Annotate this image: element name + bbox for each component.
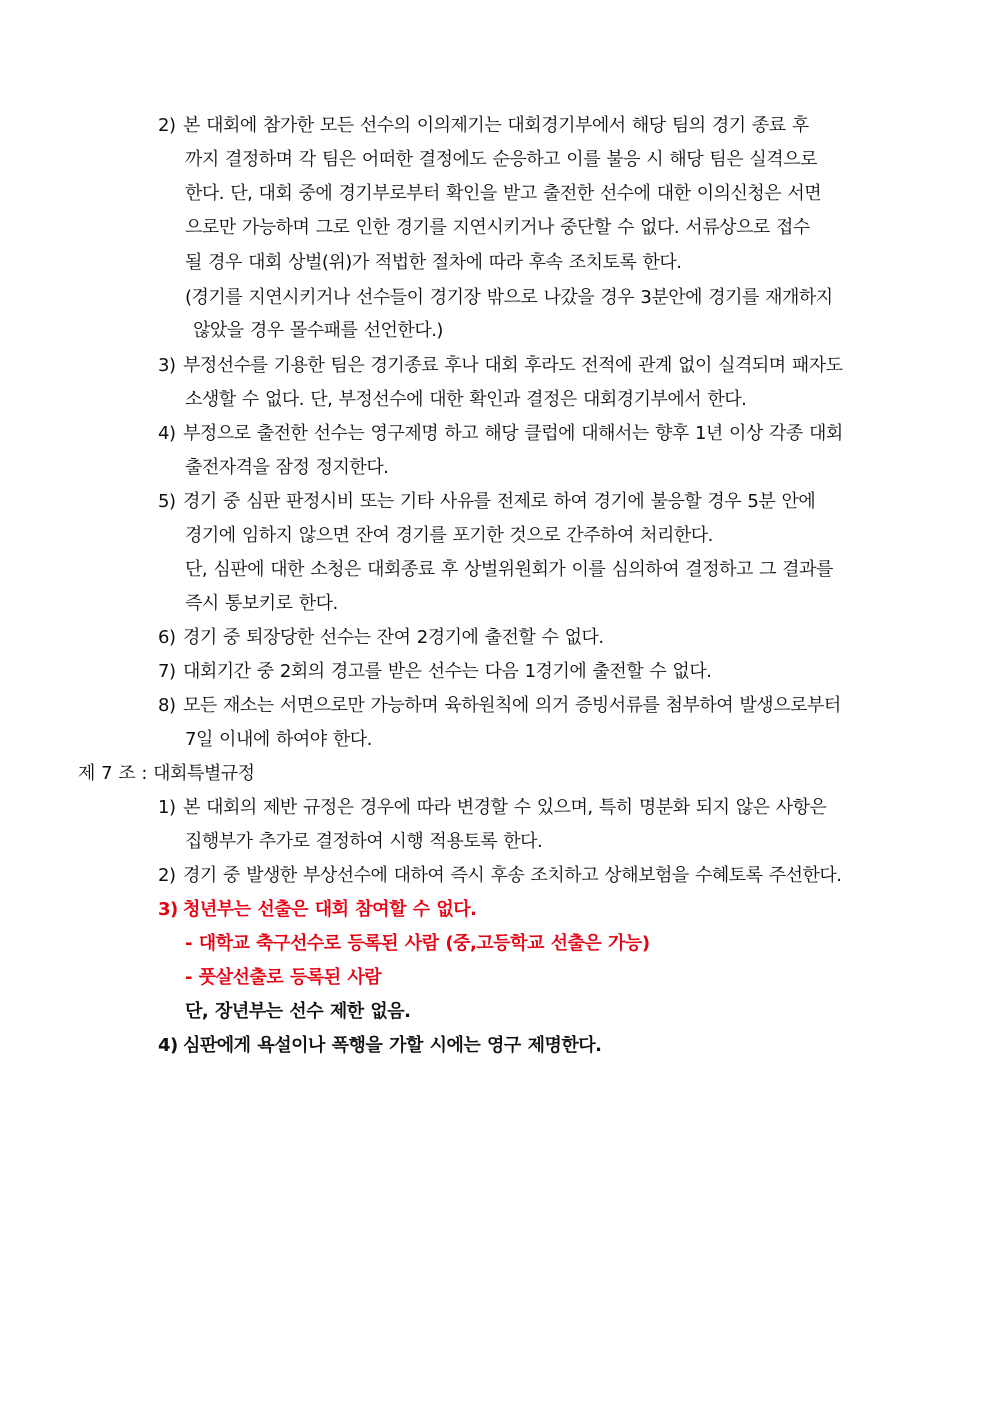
item-line: 않았을 경우 몰수패를 선언한다.) bbox=[193, 320, 443, 341]
item-line: 즉시 통보키로 한다. bbox=[185, 593, 338, 614]
item-line: (경기를 지연시키거나 선수들이 경기장 밖으로 나갔을 경우 3분안에 경기를 재개하지 bbox=[185, 287, 833, 308]
item-line: 부정으로 출전한 선수는 영구제명 하고 해당 클럽에 대해서는 향후 1년 이상 각종 대회 bbox=[183, 423, 843, 444]
article-heading: 제 7 조 : 대회특별규정 bbox=[78, 763, 255, 784]
item-line: 출전자격을 잠정 정지한다. bbox=[185, 457, 389, 478]
item-number: 7) bbox=[158, 661, 176, 682]
item-line: 7일 이내에 하여야 한다. bbox=[185, 729, 372, 750]
item-line: 소생할 수 없다. 단, 부정선수에 대한 확인과 결정은 대회경기부에서 한다. bbox=[185, 389, 747, 410]
item-line: 까지 결정하며 각 팀은 어떠한 결정에도 순응하고 이를 불응 시 해당 팀은 실격으로 bbox=[185, 149, 817, 170]
item-line: 부정선수를 기용한 팀은 경기종료 후나 대회 후라도 전적에 관계 없이 실격되며 패자도 bbox=[183, 355, 843, 376]
item-number: 5) bbox=[158, 491, 176, 512]
item-line: 단, 심판에 대한 소청은 대회종료 후 상벌위원회가 이를 심의하여 결정하고 그 결과를 bbox=[185, 559, 833, 580]
item-line: 경기에 임하지 않으면 잔여 경기를 포기한 것으로 간주하여 처리한다. bbox=[185, 525, 713, 546]
item-number: 6) bbox=[158, 627, 176, 648]
item-number: 2) bbox=[158, 865, 176, 886]
exception-note: 단, 장년부는 선수 제한 없음. bbox=[185, 1001, 411, 1022]
item-number: 2) bbox=[158, 115, 176, 136]
item-line: 경기 중 퇴장당한 선수는 잔여 2경기에 출전할 수 없다. bbox=[183, 627, 604, 648]
item-number: 3) bbox=[158, 355, 176, 376]
item-line: 심판에게 욕설이나 폭행을 가할 시에는 영구 제명한다. bbox=[183, 1035, 602, 1056]
item-line: 경기 중 발생한 부상선수에 대하여 즉시 후송 조치하고 상해보험을 수혜토록 주선한다. bbox=[183, 865, 842, 886]
item-line: 본 대회에 참가한 모든 선수의 이의제기는 대회경기부에서 해당 팀의 경기 종료 후 bbox=[183, 115, 809, 136]
highlight-subitem: - 대학교 축구선수로 등록된 사람 (중,고등학교 선출은 가능) bbox=[185, 933, 650, 954]
item-line: 본 대회의 제반 규정은 경우에 따라 변경할 수 있으며, 특히 명분화 되지 않은 사항은 bbox=[183, 797, 827, 818]
item-line: 될 경우 대회 상벌(위)가 적법한 절차에 따라 후속 조치토록 한다. bbox=[185, 252, 682, 273]
item-number: 4) bbox=[158, 423, 176, 444]
highlight-subitem: - 풋살선출로 등록된 사람 bbox=[185, 967, 382, 988]
item-number: 4) bbox=[158, 1035, 178, 1056]
item-line: 으로만 가능하며 그로 인한 경기를 지연시키거나 중단할 수 없다. 서류상으로 접수 bbox=[185, 217, 810, 238]
item-line: 모든 재소는 서면으로만 가능하며 육하원칙에 의거 증빙서류를 첨부하여 발생으로부터 bbox=[183, 695, 841, 716]
item-number: 1) bbox=[158, 797, 176, 818]
item-line: 경기 중 심판 판정시비 또는 기타 사유를 전제로 하여 경기에 불응할 경우 5분 안에 bbox=[183, 491, 816, 512]
item-line: 한다. 단, 대회 중에 경기부로부터 확인을 받고 출전한 선수에 대한 이의신청은 서면 bbox=[185, 183, 822, 204]
item-number: 8) bbox=[158, 695, 176, 716]
item-line: 대회기간 중 2회의 경고를 받은 선수는 다음 1경기에 출전할 수 없다. bbox=[183, 661, 712, 682]
highlight-rule: 청년부는 선출은 대회 참여할 수 없다. bbox=[183, 899, 477, 920]
item-number: 3) bbox=[158, 899, 178, 920]
item-line: 집행부가 추가로 결정하여 시행 적용토록 한다. bbox=[185, 831, 543, 852]
